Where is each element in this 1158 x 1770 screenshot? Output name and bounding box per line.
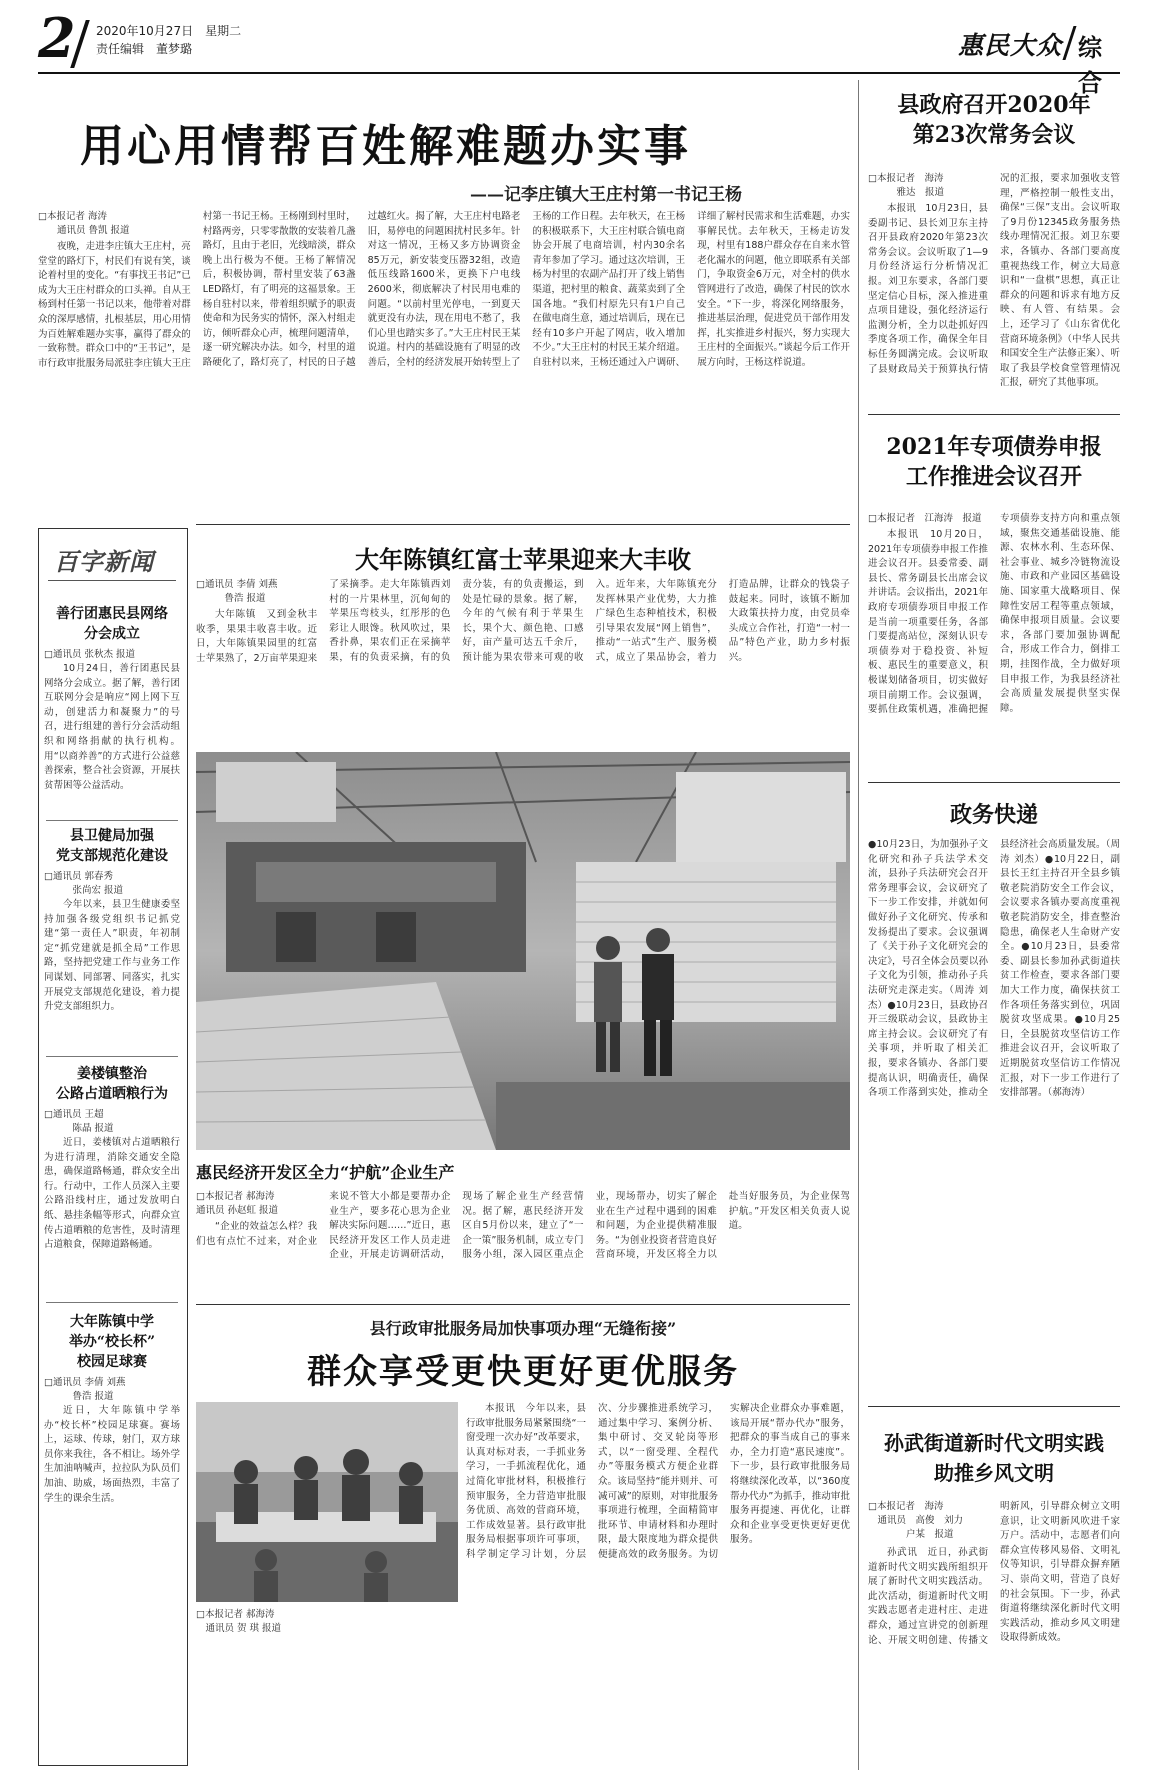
sunwu-byline-correspondent: 通讯员 高俊 刘力 bbox=[877, 1515, 964, 1526]
news-item-4-text bbox=[44, 1404, 180, 1744]
news-item-1-text bbox=[44, 662, 180, 810]
news-item-3-title-2: 公路占道晒粮行为 bbox=[56, 1086, 168, 1102]
news-column-header bbox=[48, 540, 176, 590]
news-item-2-paragraph: 今年以来，县卫生健康委坚持加强各级党组织书记抓党建“第一责任人”职责，年初制定“抓党建就是抓全局”工作思路，坚持把党建工作与业务工作同谋划、同部署、同落实，扎实开展党支部规范化建设，着力提升党支部组织力。 bbox=[44, 899, 180, 1013]
lead-bottom-rule bbox=[196, 524, 850, 525]
lead-byline-correspondent: 通讯员 鲁凯 报道 bbox=[57, 225, 130, 236]
editor-line: 责任编辑 董梦璐 bbox=[96, 42, 193, 56]
special-bond-body bbox=[868, 512, 1120, 774]
gov-meeting-text bbox=[868, 172, 1120, 404]
dev-zone-paragraph: “企业的效益怎么样？我们也有点忙不过来，对企业来说不管大小都是要帮办企业生产，要多花心思为企业解决实际问题……”近日，惠民经济开发区工作人员走进企业，开展走访调研活动，现场了解企业生产经营情况。据了解，惠民经济开发区自5月份以来，建立了“一企一策”服务机制，成立专门服务小组，深入园区重点企业，现场帮办，切实了解企业在生产过程中遇到的困难和问题，为企业提供精准服务。“为创业投资者营造良好营商环境，开发区将全力以赴当好服务员，为企业保驾护航。”开发区相关负责人说道。 bbox=[196, 1191, 850, 1261]
approval-kicker: 县行政审批服务局加快事项办理“无缝衔接” bbox=[369, 1319, 677, 1338]
apple-text bbox=[196, 578, 850, 746]
gov-news-text bbox=[868, 838, 1120, 1398]
news-item-2-byline-2: 张尚宏 报道 bbox=[72, 885, 124, 896]
section-name: 综合 bbox=[1078, 34, 1102, 97]
dev-zone-headline: 惠民经济开发区全力“护航”企业生产 bbox=[196, 1163, 455, 1182]
factory-photo bbox=[196, 752, 850, 1150]
dev-zone-text bbox=[196, 1190, 850, 1294]
gov-meeting-byline-reporter: □本报记者 海涛 bbox=[868, 173, 944, 184]
news-item-4-paragraph: 近日，大年陈镇中学举办“校长杯”校园足球赛。赛场上，运球、传球，射门，双方球员你来我往，各不相让。场外学生加油呐喊声，拉拉队为队员们加油、助威，场面热烈，丰富了学生的课余生活。 bbox=[44, 1405, 180, 1504]
approval-byline bbox=[196, 1608, 458, 1636]
page-number: 2 bbox=[38, 6, 76, 70]
special-bond-headline-1: 2021年专项债券申报 bbox=[886, 434, 1102, 460]
factory-photo-illustration bbox=[196, 752, 850, 1150]
news-item-4-title-1: 大年陈镇中学 bbox=[70, 1314, 154, 1330]
news-column-label: 百字新闻 bbox=[54, 547, 154, 576]
gov-news-headline: 政务快递 bbox=[949, 802, 1038, 828]
lead-byline-reporter: □本报记者 海涛 bbox=[38, 211, 107, 222]
gov-meeting-body bbox=[868, 172, 1120, 408]
news-item-2-byline: □通讯员 郭春秀 bbox=[44, 871, 113, 882]
lead-headline: 用心用情帮百姓解难题办实事 bbox=[80, 121, 691, 172]
apple-headline: 大年陈镇红富士苹果迎来大丰收 bbox=[355, 545, 691, 574]
right-column-divider bbox=[858, 80, 859, 1770]
news-item-1-byline: □通讯员 张秋杰 报道 bbox=[44, 649, 136, 660]
apple-byline-correspondent-2: 鲁浩 报道 bbox=[224, 593, 266, 604]
special-bond-paragraph: 本报讯 10月20日，2021年专项债券申报工作推进会议召开。县委常委、副县长、常务副县长出席会议并讲话。会议指出，2021年政府专项债券项目申报工作是当前一项重要任务，各部门要提高站位，深刻认识专项债券对于稳投资、补短板、惠民生的重要意义，积极谋划储备项目，切实做好项目前期工作。会议强调，要抓住政策机遇，准确把握专项债券支持方向和重点领域，聚焦交通基础设施、能源、农林水利、生态环保、社会事业、城乡冷链物流设施、市政和产业园区基础设施、国家重大战略项目、保障性安居工程等重点领域，确保申报项目质量。会议要求，各部门要加强协调配合，形成工作合力，倒排工期，挂图作战，全力做好项目申报工作，为我县经济社会高质量发展提供坚实保障。 bbox=[868, 513, 1120, 716]
news-rule-3 bbox=[46, 1302, 178, 1303]
news-item-3-text bbox=[44, 1136, 180, 1286]
approval-paragraph: 本报讯 今年以来，县行政审批服务局紧紧围绕“一窗受理一次办好”改革要求，认真对标对表，一手抓业务学习，一手抓流程优化，通过简化审批材料，积极推行预审服务，全力营造审批服务优质、高效的营商环境，工作成效显著。县行政审批服务局根据事项许可事项，科学制定学习计划，分层次、分步骤推进系统学习，通过集中学习、案例分析、集中研讨、交叉轮岗等形式，以“一窗受理、全程代办”等服务模式方便企业群众。该局坚持“能并则并、可减可减”的原则，对审批服务事项进行梳理，全面精简审批环节、申请材料和办理时限，最大限度地为群众提供便捷高效的政务服务。为切实解决企业群众办事难题，该局开展“帮办代办”服务，把群众的事当成自己的事来办，全力打造“惠民速度”。下一步，县行政审批服务局将继续深化改革，以“360度帮办代办”为抓手，推动审批服务再提速、再优化，让群众和企业享受更快更好更优服务。 bbox=[466, 1403, 850, 1560]
news-column-label-big bbox=[54, 542, 154, 577]
page-header bbox=[38, 6, 1120, 97]
news-column-header-line bbox=[48, 580, 176, 581]
sunwu-headline bbox=[868, 1428, 1120, 1488]
gov-news-paragraph: ●10月23日，为加强孙子文化研究和孙子兵法学术交流，县孙子兵法研究会召开常务理事会议，会议研究了下一步工作安排，并就如何做好孙子文化研究、传承和发扬提出了要求。会议强调了《关于孙子文化研究会的决定》，号召全体会员要以孙子文化为引领，推动孙子兵法研究走深走实。（周涛 刘杰）●10月23日，县政协召开三级联动会议，县政协主席主持会议。会议研究了有关事项，并听取了相关汇报，要求各镇办、各部门要提高认识，明确责任，确保各项工作落到实处，推动全县经济社会高质量发展。（周涛 刘杰）●10月22日，副县长王红主持召开全县乡镇敬老院消防安全工作会议，会议要求各镇办要高度重视敬老院消防安全，排查整治隐患，确保老人生命财产安全。●10月23日，县委常委、副县长参加孙武街道扶贫工作检查，要求各部门要加大工作力度，确保扶贫工作各项任务落实到位，巩固脱贫攻坚成果。●10月25日，全县脱贫攻坚信访工作推进会议召开，会议听取了近期脱贫攻坚信访工作情况汇报，对下一步工作进行了安排部署。（郝海涛） bbox=[868, 839, 1120, 1099]
news-item-4-title-2: 举办“校长杯” bbox=[68, 1334, 156, 1350]
right-rule-3 bbox=[868, 1406, 1120, 1407]
dev-zone-bottom-rule bbox=[196, 1304, 850, 1305]
approval-headline: 群众享受更快更好更优服务 bbox=[307, 1352, 739, 1392]
special-bond-headline bbox=[868, 432, 1120, 492]
paper-name: 惠民大众 bbox=[958, 31, 1063, 60]
news-item-4 bbox=[44, 1312, 180, 1756]
news-item-1-title-2: 分会成立 bbox=[84, 626, 140, 642]
news-item-3-byline-2: 陈晶 报道 bbox=[72, 1123, 114, 1134]
news-item-3 bbox=[44, 1064, 180, 1296]
sunwu-byline-reporter: □本报记者 海涛 bbox=[868, 1501, 944, 1512]
header-rule bbox=[38, 72, 1120, 74]
header-divider-slash bbox=[1062, 26, 1076, 60]
news-item-2 bbox=[44, 826, 180, 1050]
special-bond-text bbox=[868, 512, 1120, 770]
lead-text bbox=[38, 210, 850, 515]
news-rule-2 bbox=[46, 1056, 178, 1057]
dev-zone-body bbox=[196, 1190, 850, 1298]
apple-body bbox=[196, 578, 850, 750]
date-line: 2020年10月27日 星期二 bbox=[96, 24, 242, 38]
sunwu-body bbox=[868, 1500, 1120, 1765]
news-item-3-title-1: 姜楼镇整治 bbox=[77, 1066, 147, 1082]
special-bond-headline-2: 工作推进会议召开 bbox=[905, 464, 1082, 490]
gov-meeting-headline-1: 县政府召开2020年 bbox=[897, 92, 1091, 118]
right-rule-2 bbox=[868, 782, 1120, 783]
approval-byline-reporter: □本报记者 郝海涛 bbox=[196, 1609, 275, 1620]
special-bond-byline: □本报记者 江海涛 报道 bbox=[868, 513, 982, 524]
approval-text bbox=[466, 1402, 850, 1764]
approval-text-left bbox=[196, 1636, 458, 1766]
news-item-4-byline-2: 鲁浩 报道 bbox=[72, 1391, 114, 1402]
sunwu-byline-correspondent-2: 户某 报道 bbox=[906, 1529, 954, 1540]
news-item-4-title-3: 校园足球赛 bbox=[77, 1354, 147, 1370]
gov-meeting-byline-correspondent: 雅达 报道 bbox=[896, 187, 945, 198]
approval-photo bbox=[196, 1402, 458, 1602]
sunwu-paragraph: 孙武讯 近日，孙武街道新时代文明实践所组织开展了新时代文明实践活动。此次活动，街道新时代文明实践志愿者走进村庄、走进群众，通过宣讲党的创新理论、开展文明创建、传播文明新风，引导群众树立文明意识，让文明新风吹进千家万户。活动中，志愿者们向群众宣传移风易俗、文明礼仪等知识，引导群众摒弃陋习、崇尚文明，营造了良好的社会氛围。下一步，孙武街道将继续深化新时代文明实践活动，推动乡风文明建设取得新成效。 bbox=[868, 1501, 1120, 1646]
approval-photo-illustration bbox=[196, 1402, 458, 1602]
sunwu-text bbox=[868, 1500, 1120, 1762]
approval-byline-correspondent: 通讯员 贺 琪 报道 bbox=[205, 1623, 282, 1634]
news-item-1-title-1: 善行团惠民县网络 bbox=[56, 606, 168, 622]
news-item-3-byline: □通讯员 王超 bbox=[44, 1109, 104, 1120]
gov-meeting-paragraph: 本报讯 10月23日，县委副书记、县长刘卫东主持召开县政府2020年第23次常务会议。会议听取了1—9月份经济运行分析情况汇报。刘卫东要求，各部门要坚定信心目标，深入推进重点项目建设，强化经济运行监测分析，全力以赴抓好四季度各项工作，确保全年目标任务圆满完成。会议听取了县财政局关于预算执行情况的汇报，要求加强收支管理，严格控制一般性支出，确保“三保”支出。会议听取了9月份12345政务服务热线办理情况汇报。刘卫东要求，各镇办、各部门要高度重视热线工作，树立大局意识和“一盘棋”思想，真正让群众的问题和诉求有地方反映、有人管、有结果。会上，还学习了《山东省优化营商环境条例》（中华人民共和国安全生产法修正案）、听取了我县学校食堂管理情况汇报，研究了其他事项。 bbox=[868, 173, 1120, 389]
lead-body bbox=[38, 210, 850, 520]
gov-meeting-headline-2: 第23次常务会议 bbox=[912, 122, 1076, 148]
news-item-3-paragraph: 近日，姜楼镇对占道晒粮行为进行清理，消除交通安全隐患，确保道路畅通，群众安全出行。行动中，工作人员深入主要公路沿线村庄，通过发放明白纸、悬挂条幅等形式，向群众宣传占道晒粮的危害性，及时清理占道粮食，保障道路畅通。 bbox=[44, 1137, 180, 1251]
apple-paragraph: 大年陈镇 又到金秋丰收季，果果丰收喜丰收。近日，大年陈镇果园里的红富士苹果熟了，2万亩苹果迎来了采摘季。走大年陈镇西刘村的一片果林里，沉甸甸的苹果压弯枝头，红彤彤的色彩让人眼馋。秋风吹过，果香扑鼻，果农们正在采摘苹果，有的负责采摘，有的负责分装，有的负责搬运，到处是忙碌的景象。据了解，今年的气候有利于苹果生长，果个大、颜色艳、口感好，亩产量可达五千余斤，预计能为果农带来可观的收入。近年来，大年陈镇充分发挥林果产业优势，大力推广绿色生态种植技术，积极引导果农发展“网上销售”，推动“一站式”生产、服务模式，成立了果品协会，着力打造品牌，让群众的钱袋子鼓起来。同时，该镇不断加大政策扶持力度，由党员牵头成立合作社，打造“一村一品”特色产业，助力乡村振兴。 bbox=[196, 579, 850, 664]
news-item-1 bbox=[44, 604, 180, 814]
news-rule-1 bbox=[46, 820, 178, 821]
news-item-4-byline: □通讯员 李倩 刘燕 bbox=[44, 1377, 126, 1388]
sunwu-headline-2: 助推乡风文明 bbox=[934, 1461, 1054, 1485]
sunwu-headline-1: 孙武街道新时代文明实践 bbox=[884, 1431, 1104, 1455]
right-rule-1 bbox=[868, 414, 1120, 415]
news-item-2-text bbox=[44, 898, 180, 1044]
dev-zone-byline-correspondent: 通讯员 孙赵虹 报道 bbox=[196, 1205, 279, 1216]
lead-subtitle: ——记李庄镇大王庄村第一书记王杨 bbox=[470, 185, 742, 205]
news-item-1-paragraph: 10月24日，善行团惠民县网络分会成立。据了解，善行团互联网分会是响应“网上网下互动，创建活力和凝聚力”的号召，进行组建的善行分会活动组织和网络捐献的执行机构。用“以商养善”的方式进行公益慈善探索，整合社会资源，开展扶贫帮困等公益活动。 bbox=[44, 663, 180, 791]
apple-byline-correspondent: □通讯员 李倩 刘燕 bbox=[196, 579, 278, 590]
dev-zone-byline-reporter: □本报记者 郝海涛 bbox=[196, 1191, 275, 1202]
news-item-2-title-2: 党支部规范化建设 bbox=[56, 848, 168, 864]
news-item-2-title-1: 县卫健局加强 bbox=[70, 828, 154, 844]
lead-paragraph: 夜晚，走进李庄镇大王庄村，亮堂堂的路灯下，村民们有说有笑，谈论着村里的变化。“有事找王书记”已成为大王庄村群众的口头禅。自从王杨到村任第一书记以来，他带着对群众的深厚感情，扎根基层，用心用情为百姓解难题办实事，赢得了群众的一致称赞。群众口中的“王书记”，是市行政审批服务局派驻李庄镇大王庄村第一书记王杨。王杨刚到村里时，村路两旁，只零零散散的安装着几盏路灯，且由于老旧，光线暗淡，群众晚上出行极为不便。王杨了解情况后，积极协调，帮村里安装了63盏LED路灯，有了明亮的这福景象。王杨自驻村以来，带着组织赋予的职责使命和为民务实的情怀，深入村组走访，倾听群众心声，梳理问题清单，逐一研究解决办法。如今，村里的道路硬化了，路灯亮了，村民的日子越过越红火。揭了解，大王庄村电路老旧，易停电的问题困扰村民多年。针对这一情况，王杨又多方协调资金85万元，新安装变压器32组，改造低压线路1600米，更换下户电线2600米，彻底解决了村民用电难的问题。“以前村里光停电，一到夏天就更没有办法，现在用电不愁了，我们心里也踏实多了。”大王庄村民王某说道。村内的基础设施有了明显的改善后，全村的经济发展开始转型上了王杨的工作日程。去年秋天，在王杨的积极联系下，大王庄村联合镇电商协会开展了电商培训，村内30余名青年参加了学习。通过这次培训，王杨为村里的农副产品打开了线上销售渠道，把村里的粮食、蔬菜卖到了全国各地。“我们村原先只有1户自己在做电商生意，通过培训后，现在已经有10多户开起了网店，收入增加不少。”大王庄村的村民王某介绍道。自驻村以来，王杨还通过入户调研、详细了解村民需求和生活难题，办实事解民忧。去年秋天，王杨走访发现，村里有188户群众存在自来水管老化漏水的问题，他立即联系有关部门，争取资金6万元，对全村的供水管网进行了改造，确保了村民的饮水安全。“下一步，将深化网络服务，推进基层治理，促进党员干部作用发挥，扎实推进乡村振兴，努力实现大王庄村的全面振兴。”谈起今后工作开展方向时，王杨这样说道。 bbox=[38, 211, 850, 369]
